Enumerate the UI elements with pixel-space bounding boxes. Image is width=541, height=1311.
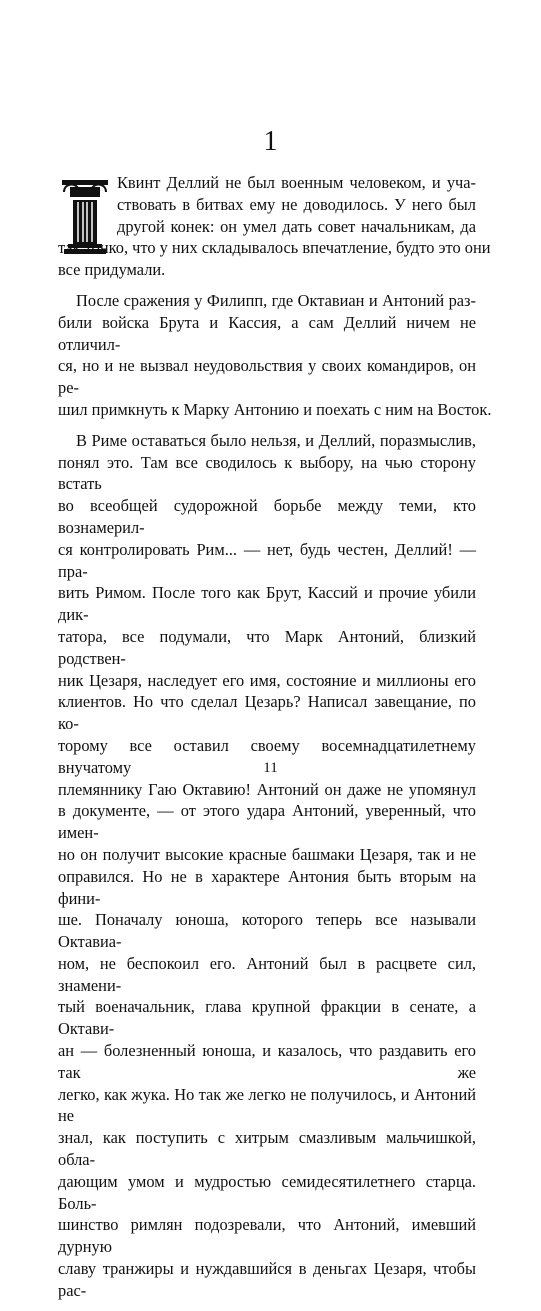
text-line: легко, как жука. Но так же легко не получилось, и Антоний не: [58, 1084, 476, 1126]
text-line: ся контролировать Рим... — нет, будь честен, Деллий! — пра-: [58, 539, 476, 581]
text-line: ся, но и не вызвал неудовольствия у своих командиров, он ре-: [58, 356, 476, 398]
text-line: татора, все подумали, что Марк Антоний, близкий родствен-: [58, 626, 476, 668]
text-line: все придумали.: [58, 260, 166, 280]
text-line: шил примкнуть к Марку Антонию и поехать с ним на Восток.: [58, 399, 492, 419]
text-line: другой конек: он умел дать совет начальникам, да: [117, 216, 476, 236]
page-number: 11: [263, 760, 278, 776]
text-line: так тонко, что у них складывалось впечатление, будто это они: [58, 238, 491, 258]
text-line: После сражения у Филипп, где Октавиан и Антоний раз-: [76, 290, 476, 310]
text-line: племяннику Гаю Октавию! Антоний он даже не упомянул: [58, 779, 476, 799]
text-line: Квинт Деллий не был военным человеком, и уча-: [117, 173, 476, 192]
text-line: во всеобщей судорожной борьбе между теми, кто вознамерил-: [58, 496, 476, 537]
text-line: били войска Брута и Кассия, а сам Деллий ничем не отличил-: [58, 312, 476, 354]
text-line: славу транжиры и нуждавшийся в деньгах Цезаря, чтобы рас-: [58, 1259, 476, 1300]
text-line: шинство римлян подозревали, что Антоний, имевший дурную: [58, 1215, 476, 1257]
text-line: тый военачальник, глава крупной фракции в сенате, а Октави-: [58, 997, 476, 1039]
text-line: торому все оставил своему восемнадцатилетнему внучатому: [58, 735, 476, 777]
text-line: В Риме оставаться было нельзя, и Деллий, поразмыслив,: [76, 430, 476, 450]
text-line: ан — болезненный юноша, и казалось, что раздавить его так же: [58, 1041, 476, 1082]
text-line: ник Цезаря, наследует его имя, состояние и миллионы его: [58, 670, 476, 690]
text-line: ном, не беспокоил его. Антоний был в расцвете сил, знамени-: [58, 953, 476, 995]
text-line: в документе, — от этого удара Антоний, уверенный, что имен-: [58, 801, 476, 843]
text-line: ствовать в битвах ему не доводилось. У него был: [117, 194, 476, 214]
paragraph-3: [58, 430, 476, 1302]
text-line: понял это. Там все сводилось к выбору, на чью сторону встать: [58, 452, 476, 494]
text-line: дающим умом и мудростью семидесятилетнего старца. Боль-: [58, 1171, 476, 1213]
chapter-number: 1: [263, 126, 278, 157]
text-line: оправился. Но не в характере Антония быть вторым на фини-: [58, 866, 476, 908]
text-line: знал, как поступить с хитрым смазливым мальчишкой, обла-: [58, 1128, 476, 1170]
text-line: клиентов. Но что сделал Цезарь? Написал завещание, по ко-: [58, 692, 476, 734]
text-line: вить Римом. После того как Брут, Кассий и прочие убили дик-: [58, 583, 476, 625]
text-line: но он получит высокие красные башмаки Цезаря, так и не: [58, 844, 476, 864]
text-line: ше. Поначалу юноша, которого теперь все называли Октавиа-: [58, 910, 476, 952]
paragraph-1: [58, 172, 491, 281]
body-text: [58, 172, 492, 1311]
paragraph-2: [58, 290, 492, 421]
